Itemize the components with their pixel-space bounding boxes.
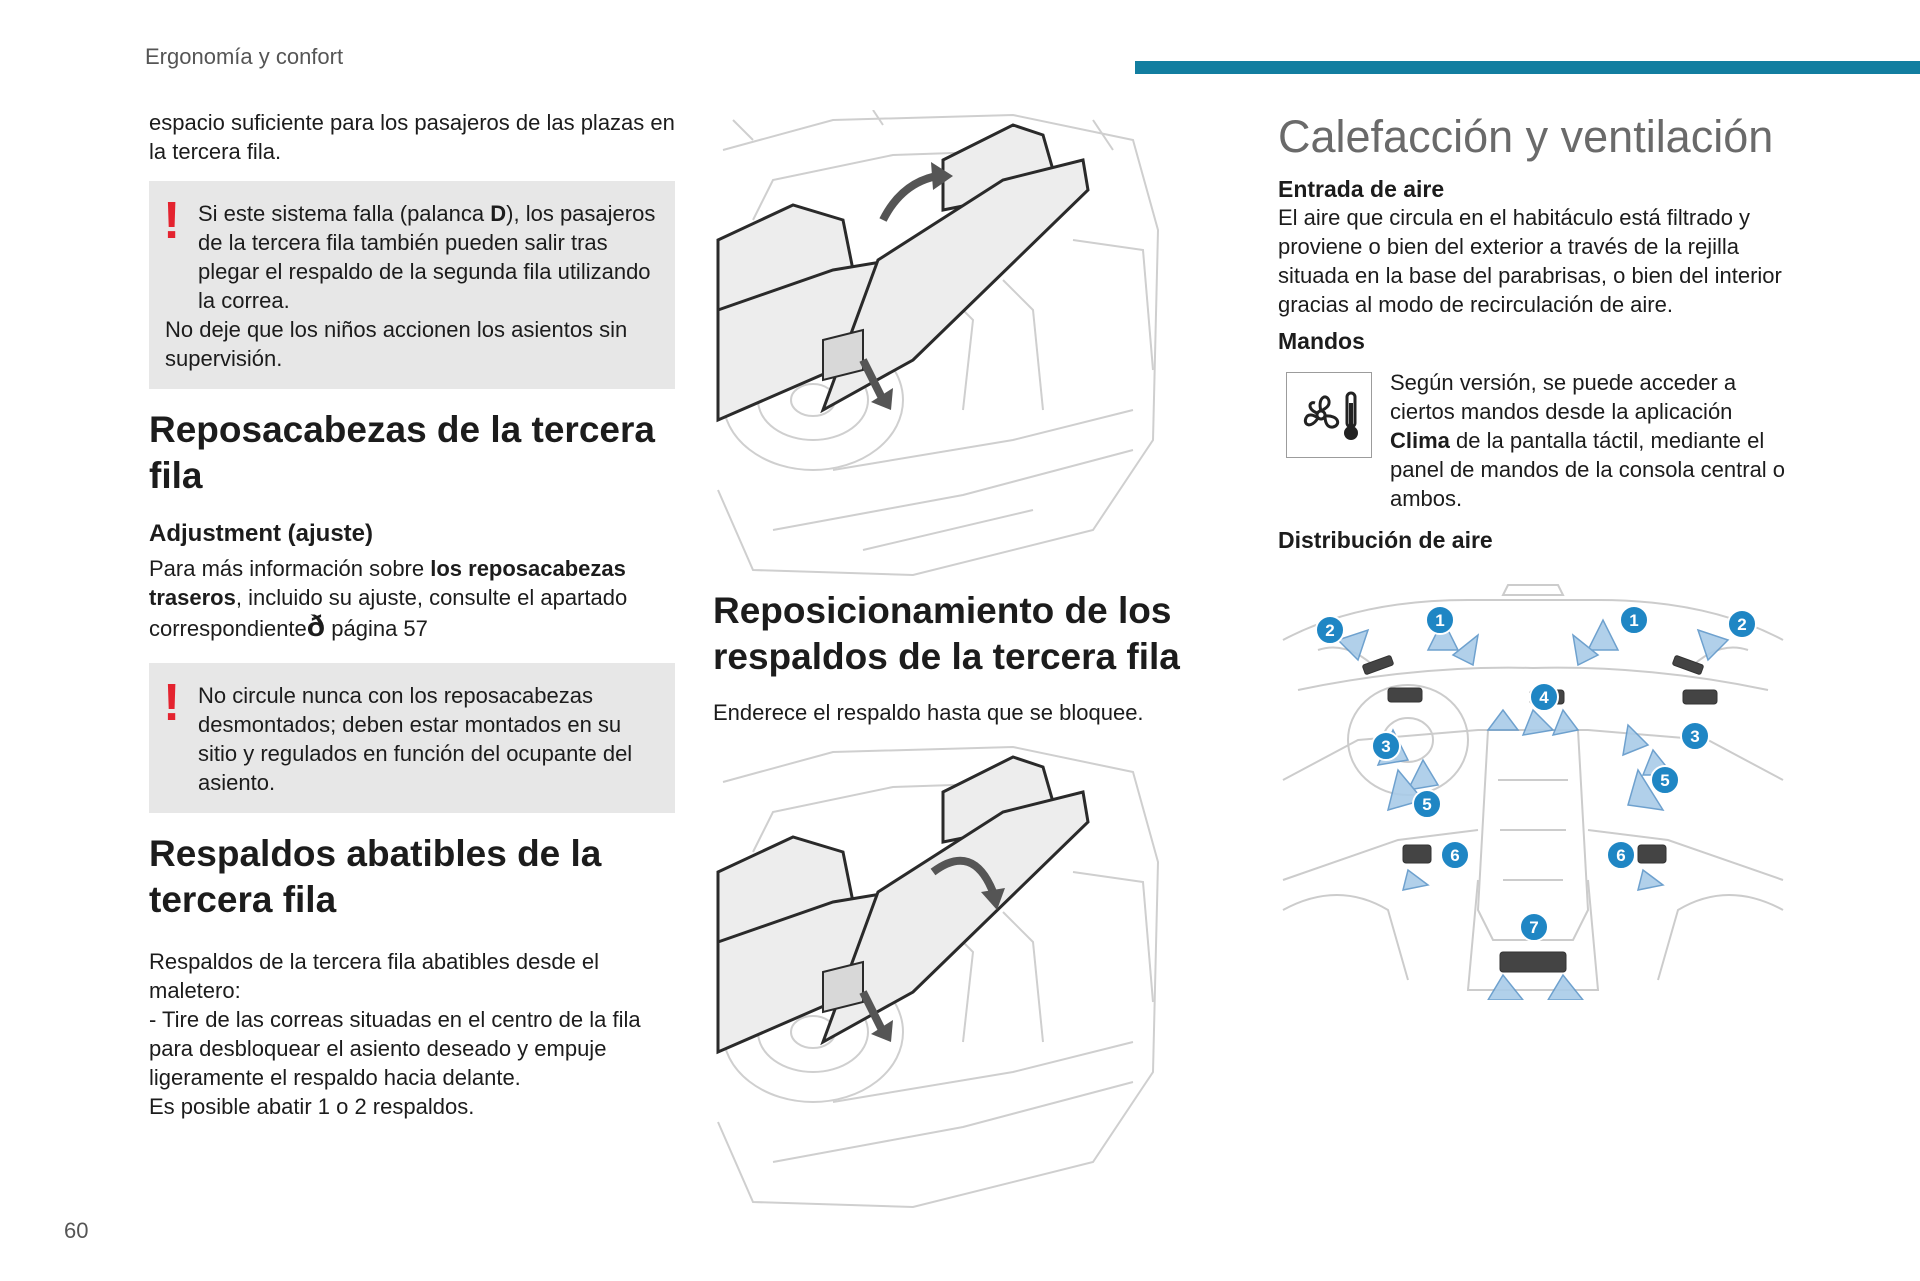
vent-badge-1-left	[1426, 606, 1454, 634]
svg-text:2: 2	[1325, 621, 1335, 640]
section-title-folding: Respaldos abatibles de la tercera fila	[149, 833, 602, 920]
vent-number-badges	[1316, 606, 1756, 941]
section-label: Ergonomía y confort	[145, 44, 344, 69]
section-title-reposition: Reposicionamiento de los respaldos de la tercera fila	[713, 590, 1180, 677]
left-column	[149, 108, 675, 1121]
vent-badge-6-left	[1441, 841, 1469, 869]
svg-text:3: 3	[1690, 727, 1700, 746]
vent-badge-2-right	[1728, 610, 1756, 638]
vent-badge-2-left	[1316, 616, 1344, 644]
warning-text-headrests: No circule nunca con los reposacabezas desmontados; deben estar montados en su sitio y regulados en función del ocupante del asiento.	[198, 683, 633, 795]
vent-badge-1-right	[1620, 606, 1648, 634]
page-number: 60	[64, 1218, 89, 1243]
vent-badge-4	[1530, 683, 1558, 711]
vent-badge-6-right	[1607, 841, 1635, 869]
folding-step: - Tire de las correas situadas en el centro de la fila para desbloquear el asiento deseado y empuje ligeramente el respaldo hacia delante.	[149, 1007, 641, 1090]
page-reference-link[interactable]: página 57	[331, 616, 428, 641]
trunk-seat-raise-illustration	[713, 742, 1163, 1212]
page-reference-icon: ð	[306, 610, 326, 643]
intro-text: espacio suficiente para los pasajeros de las plazas en la tercera fila.	[149, 110, 675, 164]
fan-icon	[1297, 387, 1361, 443]
warning-box-system-failure	[149, 181, 675, 389]
warning-text-system-failure: Si este sistema falla (palanca D), los pasajeros de la tercera fila también pueden salir tras plegar el respaldo de la segunda fila utilizando la correa.	[198, 201, 656, 313]
vent-badge-3-left	[1372, 732, 1400, 760]
subtitle-air-inlet: Entrada de aire	[1278, 176, 1445, 202]
climate-fan-thermometer-icon	[1286, 372, 1372, 458]
air-inlet-text: El aire que circula en el habitáculo está filtrado y proviene o bien del exterior a través de la rejilla situada en la base del parabrisas, o bien del interior gracias al modo de recirculación de aire.	[1278, 205, 1782, 317]
vent-badge-3-right	[1681, 722, 1709, 750]
reposition-text: Enderece el respaldo hasta que se bloquee.	[713, 700, 1144, 725]
svg-text:7: 7	[1529, 918, 1539, 937]
warning-text-children: No deje que los niños accionen los asientos sin supervisión.	[165, 317, 628, 371]
right-column	[1278, 110, 1798, 557]
folding-intro: Respaldos de la tercera fila abatibles desde el maletero:	[149, 949, 600, 1003]
warning-icon: !	[163, 192, 181, 250]
warning-box-headrests	[149, 663, 675, 813]
svg-text:2: 2	[1737, 615, 1747, 634]
warning-icon: !	[163, 674, 181, 732]
subtitle-controls: Mandos	[1278, 328, 1365, 354]
svg-text:1: 1	[1629, 611, 1639, 630]
subtitle-adjustment: Adjustment (ajuste)	[149, 520, 374, 547]
middle-column-text	[713, 588, 1223, 727]
controls-row	[1278, 368, 1798, 513]
svg-text:3: 3	[1381, 737, 1391, 756]
svg-text:1: 1	[1435, 611, 1445, 630]
controls-text: Según versión, se puede acceder a ciertos mandos desde la aplicación Clima de la pantalla táctil, mediante el panel de mandos de la consola central o ambos.	[1390, 370, 1786, 511]
vent-badge-7	[1520, 913, 1548, 941]
section-title-headrests: Reposacabezas de la tercera fila	[149, 409, 655, 496]
svg-text:4: 4	[1539, 688, 1549, 707]
vent-badge-5-left	[1413, 790, 1441, 818]
svg-text:6: 6	[1616, 846, 1626, 865]
folding-note: Es posible abatir 1 o 2 respaldos.	[149, 1094, 475, 1119]
subtitle-air-distribution: Distribución de aire	[1278, 527, 1493, 553]
air-distribution-diagram	[1278, 580, 1788, 1000]
header-accent-bar	[1135, 61, 1920, 74]
adjustment-text: Para más información sobre los reposacabezas traseros, incluido su ajuste, consulte el apartado correspondienteð página 57	[149, 556, 628, 643]
vent-badge-5-right	[1651, 766, 1679, 794]
svg-text:5: 5	[1422, 795, 1432, 814]
svg-text:6: 6	[1450, 846, 1460, 865]
section-title-heating: Calefacción y ventilación	[1278, 111, 1774, 162]
trunk-seat-fold-illustration	[713, 110, 1163, 580]
svg-text:5: 5	[1660, 771, 1670, 790]
